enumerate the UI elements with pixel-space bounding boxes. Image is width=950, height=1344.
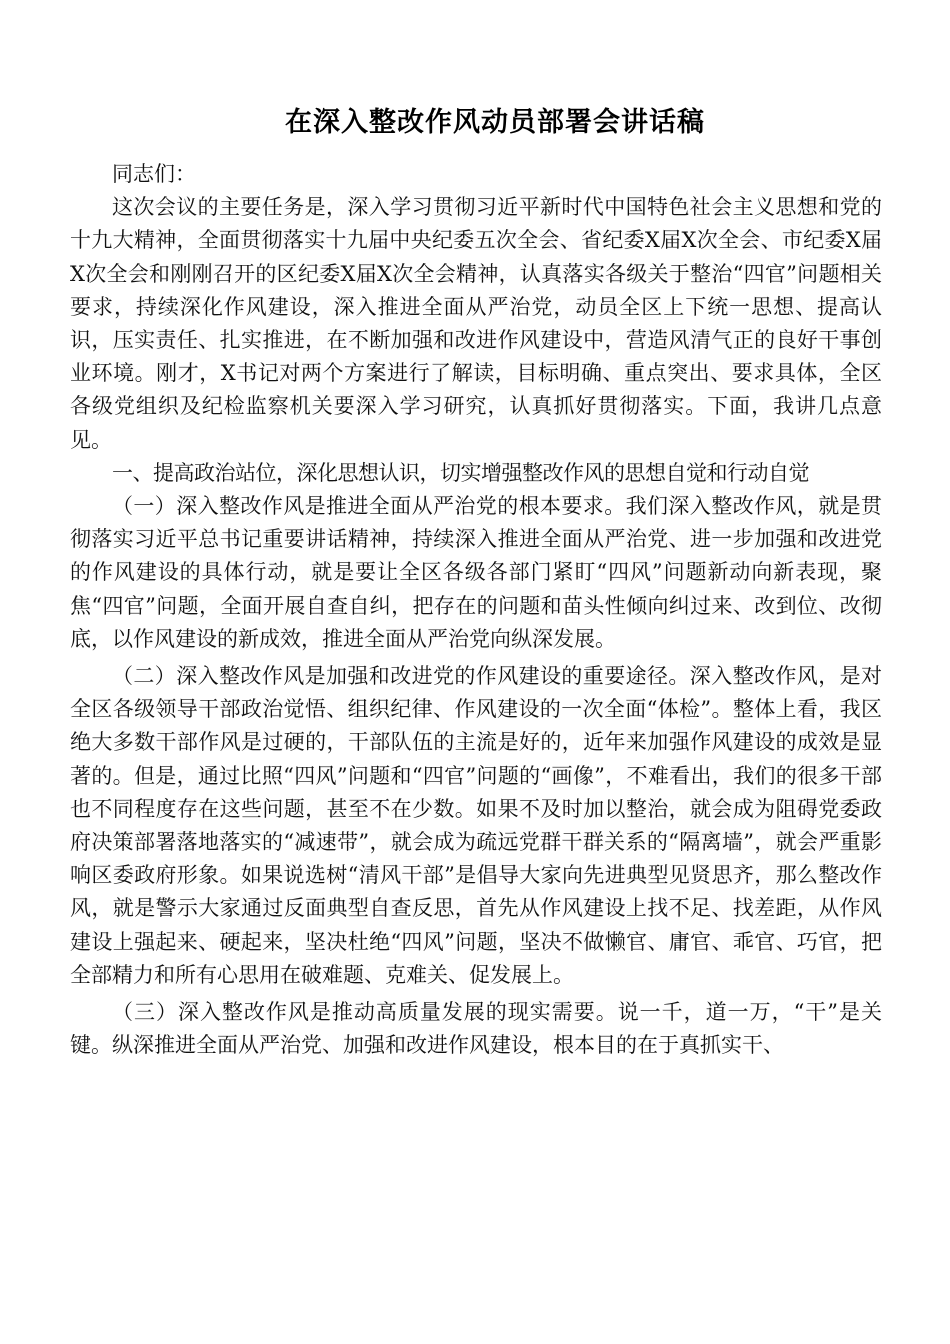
paragraph-intro: 这次会议的主要任务是，深入学习贯彻习近平新时代中国特色社会主义思想和党的十九大精神，全面贯彻落实十九届中央纪委五次全会、省纪委X届X次全会、市纪委X届X次全会和刚刚召开的区纪委X届X次全会精神，认真落实各级关于整治“四官”问题相关要求，持续深化作风建设，深入推进全面从严治党，动员全区上下统一思想、提高认识，压实责任、扎实推进，在不断加强和改进作风建设中，营造风清气正的良好干事创业环境。刚才，X书记对两个方案进行了解读，目标明确、重点突出、要求具体，全区各级党组织及纪检监察机关要深入学习研究，认真抓好贯彻落实。下面，我讲几点意见。 xyxy=(70,195,882,452)
paragraph-point-2: （二）深入整改作风是加强和改进党的作风建设的重要途径。深入整改作风，是对全区各级领导干部政治觉悟、组织纪律、作风建设的一次全面“体检”。整体上看，我区绝大多数干部作风是过硬的，干部队伍的主流是好的，近年来加强作风建设的成效是显著的。但是，通过比照“四风”问题和“四官”问题的“画像”，不难看出，我们的很多干部也不同程度存在这些问题，甚至不在少数。如果不及时加以整治，就会成为阻碍党委政府决策部署落地落实的“减速带”，就会成为疏远党群干群关系的“隔离墙”，就会严重影响区委政府形象。如果说选树“清风干部”是倡导大家向先进典型见贤思齐，那么整改作风，就是警示大家通过反面典型自查反思，首先从作风建设上找不足、找差距，从作风建设上强起来、硬起来，坚决杜绝“四风”问题，坚决不做懒官、庸官、乖官、巧官，把全部精力和所有心思用在破难题、克难关、促发展上。 xyxy=(70,664,882,987)
paragraph-point-1: （一）深入整改作风是推进全面从严治党的根本要求。我们深入整改作风，就是贯彻落实习近平总书记重要讲话精神，持续深入推进全面从严治党、进一步加强和改进党的作风建设的具体行动，就是要让全区各级各部门紧盯“四风”问题新动向新表现，聚焦“四官”问题，全面开展自查自纠，把存在的问题和苗头性倾向纠过来、改到位、改彻底，以作风建设的新成效，推进全面从严治党向纵深发展。 xyxy=(70,494,882,651)
salutation: 同志们： xyxy=(112,162,196,186)
document-body xyxy=(70,158,882,1062)
paragraph-point-3: （三）深入整改作风是推动高质量发展的现实需要。说一千，道一万，“干”是关键。纵深推进全面从严治党、加强和改进作风建设，根本目的在于真抓实干、 xyxy=(70,1000,882,1058)
section-heading-1: 一、提高政治站位，深化思想认识，切实增强整改作风的思想自觉和行动自觉 xyxy=(112,460,809,485)
document-title: 在深入整改作风动员部署会讲话稿 xyxy=(285,107,705,138)
